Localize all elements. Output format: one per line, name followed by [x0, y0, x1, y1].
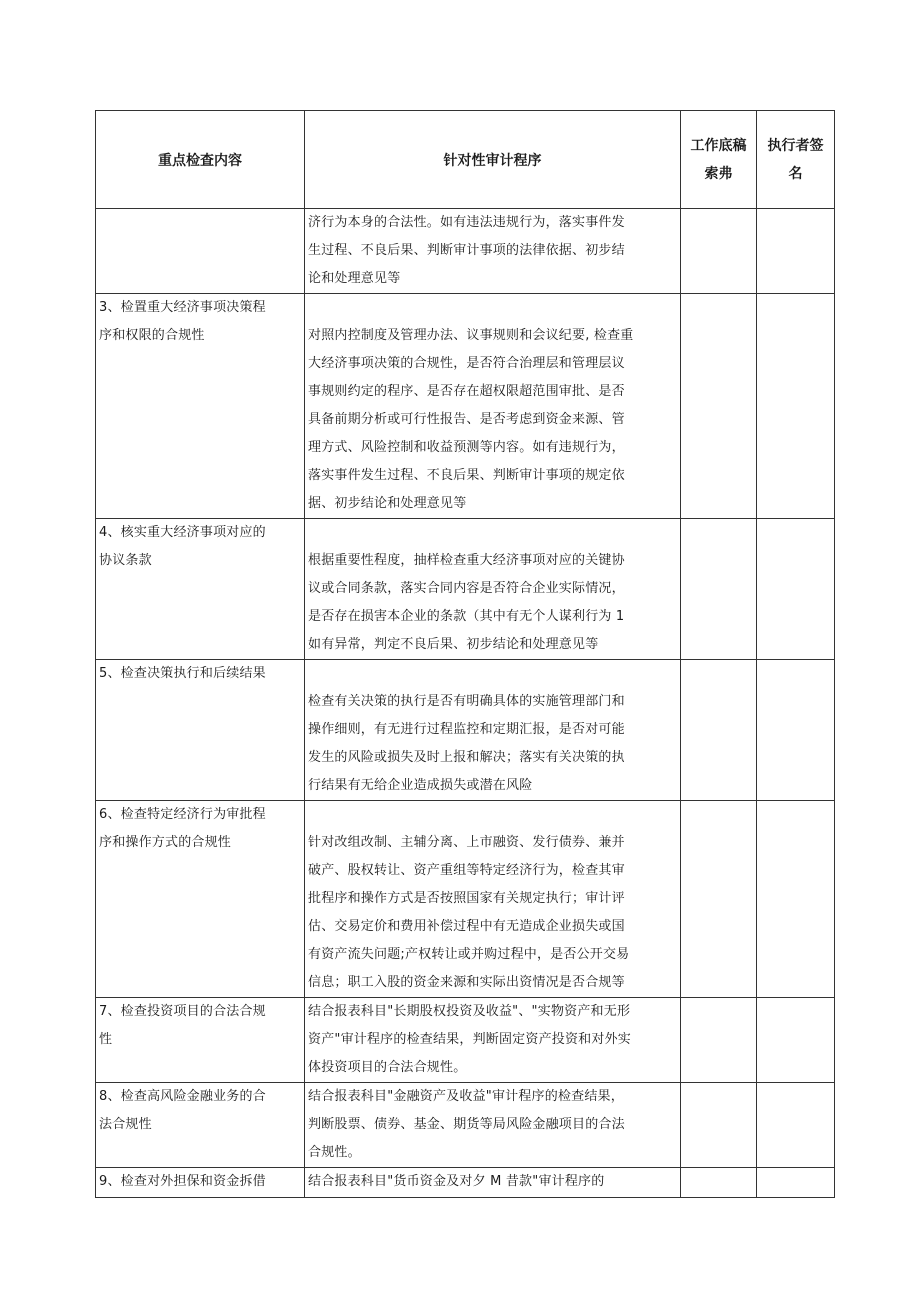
procedure-cell	[305, 209, 681, 294]
table-row	[96, 1168, 835, 1198]
table-header-row	[96, 111, 835, 209]
audit-procedure-table	[95, 110, 835, 1198]
header-executor-signature	[757, 111, 835, 209]
header-key-content: 重点检查内容	[96, 111, 305, 209]
procedure-text: 济行为本身的合法性。如有违法违规行为，落实事件发 生过程、不良后果、判断审计事项的法律依据、初步结 论和处理意见等	[308, 215, 625, 286]
check-item-text: 6、检查特定经济行为审批程 序和操作方式的合规性	[99, 807, 266, 850]
procedure-cell	[305, 294, 681, 519]
table-row	[96, 1083, 835, 1168]
signature-cell[interactable]	[757, 1083, 835, 1168]
table-row	[96, 519, 835, 660]
signature-cell[interactable]	[757, 801, 835, 998]
procedure-cell	[305, 801, 681, 998]
table-row	[96, 660, 835, 801]
signature-cell[interactable]	[757, 660, 835, 801]
item-cell	[96, 1083, 305, 1168]
check-item-text: 8、检查高风险金融业务的合 法合规性	[99, 1089, 266, 1132]
header-signature-label: 执行者签 名	[767, 137, 824, 182]
workpaper-cell[interactable]	[681, 801, 757, 998]
header-workpaper-index	[681, 111, 757, 209]
item-cell	[96, 519, 305, 660]
workpaper-cell[interactable]	[681, 519, 757, 660]
signature-cell[interactable]	[757, 1168, 835, 1198]
signature-cell[interactable]	[757, 294, 835, 519]
header-workpaper-label: 工作底稿 索弗	[690, 137, 747, 182]
procedure-text: 检查有关决策的执行是否有明确具体的实施管理部门和 操作细则，有无进行过程监控和定期汇报，是否对可能 发生的风险或损失及时上报和解决；落实有关决策的执 行结果有无给企业造成损失或潜在风险	[308, 694, 625, 793]
workpaper-cell[interactable]	[681, 294, 757, 519]
workpaper-cell[interactable]	[681, 660, 757, 801]
check-item-text: 4、核实重大经济事项对应的 协议条款	[99, 525, 266, 568]
procedure-text: 对照内控制度及管理办法、议事规则和会议纪要, 检查重 大经济事项决策的合规性，是否符合治理层和管理层议 事规则约定的程序、是否存在超权限超范围审批、是否 具备前期分析或可行性报告、是否考虑到资金来源、管 理方式、风险控制和收益预测等内容。如有违规行为， 落实事件发生过程、不良后果、判断审计事项的规定依 据、初步结论和处理意见等	[308, 328, 634, 511]
procedure-text: 结合报表科目"货币资金及对夕 M 昔款"审计程序的	[308, 1174, 605, 1189]
table-row	[96, 209, 835, 294]
item-cell	[96, 209, 305, 294]
check-item-text: 9、检查对外担保和资金拆借	[99, 1174, 266, 1189]
item-cell	[96, 998, 305, 1083]
procedure-cell	[305, 1168, 681, 1198]
item-cell	[96, 801, 305, 998]
signature-cell[interactable]	[757, 998, 835, 1083]
procedure-cell	[305, 1083, 681, 1168]
workpaper-cell[interactable]	[681, 1168, 757, 1198]
procedure-text: 根据重要性程度，抽样检查重大经济事项对应的关键协 议或合同条款，落实合同内容是否符合企业实际情况， 是否存在损害本企业的条款（其中有无个人谋利行为 1 如有异常，判定不良后果、初步结论和处理意见等	[308, 553, 625, 652]
item-cell	[96, 294, 305, 519]
check-item-text: 3、检置重大经济事项决策程 序和权限的合规性	[99, 300, 266, 343]
procedure-text: 结合报表科目"长期股权投资及收益"、"实物资产和无形 资产"审计程序的检查结果，判断固定资产投资和对外实 体投资项目的合法合规性。	[308, 1004, 631, 1075]
table-row	[96, 801, 835, 998]
table-row	[96, 294, 835, 519]
signature-cell[interactable]	[757, 519, 835, 660]
procedure-cell	[305, 660, 681, 801]
check-item-text: 7、检查投资项目的合法合规 性	[99, 1004, 266, 1047]
table-row	[96, 998, 835, 1083]
procedure-text: 结合报表科目"金融资产及收益"审计程序的检查结果， 判断股票、债券、基金、期货等局风险金融项目的合法 合规性。	[308, 1089, 625, 1160]
procedure-cell	[305, 998, 681, 1083]
item-cell	[96, 660, 305, 801]
workpaper-cell[interactable]	[681, 998, 757, 1083]
workpaper-cell[interactable]	[681, 209, 757, 294]
header-audit-procedure: 针对性审计程序	[305, 111, 681, 209]
signature-cell[interactable]	[757, 209, 835, 294]
procedure-cell	[305, 519, 681, 660]
procedure-text: 针对改组改制、主辅分离、上市融资、发行债券、兼并 破产、股权转让、资产重组等特定经济行为，检查其审 批程序和操作方式是否按照国家有关规定执行；审计评 估、交易定价和费用补偿过程中有无造成企业损失或国 有资产流失问题;产权转让或并购过程中，是否公开交易 信息；职工入股的资金来源和实际出资情况是否合规等	[308, 835, 630, 990]
item-cell	[96, 1168, 305, 1198]
workpaper-cell[interactable]	[681, 1083, 757, 1168]
check-item-text: 5、检查决策执行和后续结果	[99, 666, 266, 681]
